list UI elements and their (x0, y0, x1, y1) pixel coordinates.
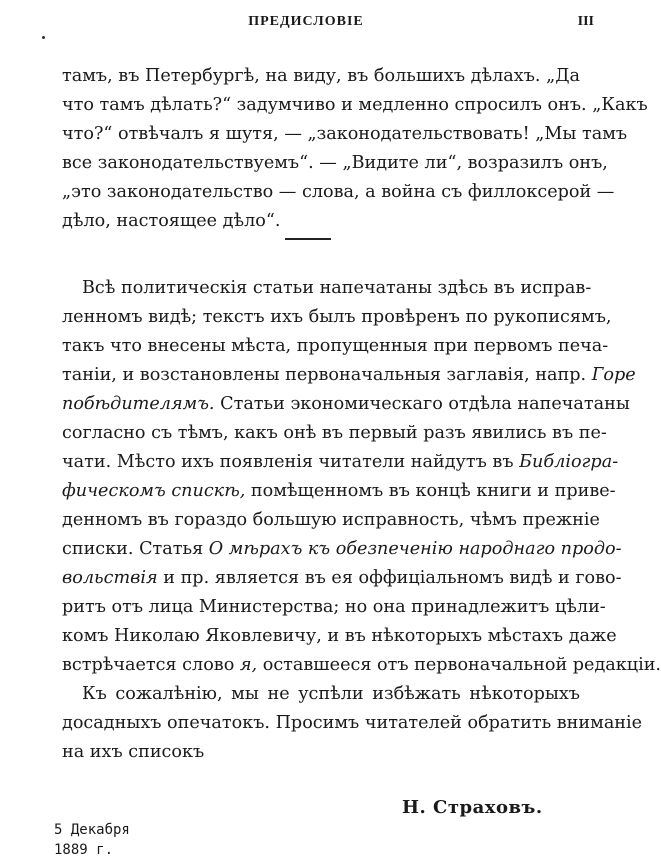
author-signature: Н. Страховъ. (402, 797, 543, 818)
text-line (62, 390, 630, 419)
text-line (62, 564, 622, 593)
text-line: досадныхъ опечатокъ. Просимъ читателей обратить вниманіе (62, 713, 643, 733)
text-line: Къ сожалѣнію, мы не успѣли избѣжать нѣкоторыхъ (82, 684, 580, 704)
italic-title: фическомъ спискѣ, (62, 481, 246, 501)
text-line: на ихъ списокъ (62, 742, 205, 762)
text-line: что тамъ дѣлать?“ задумчиво и медленно спросилъ онъ. „Какъ (62, 95, 648, 115)
running-head (0, 14, 612, 34)
paragraph-errata (62, 680, 643, 767)
italic-word: я, (239, 655, 258, 675)
text-span: встрѣчается слово (62, 655, 235, 675)
text-line: Всѣ политическія статьи напечатаны здѣсь въ исправ- (82, 278, 592, 298)
text-line: комъ Николаю Яковлевичу, и въ нѣкоторыхъ мѣстахъ даже (62, 626, 617, 646)
print-speck (42, 36, 45, 39)
text-span: таніи, и возстановлены первоначальныя заглавія, напр. (62, 365, 587, 385)
text-span: помѣщенномъ въ концѣ книги и приве- (250, 481, 616, 501)
text-line: согласно съ тѣмъ, какъ онѣ въ первый разъ явились въ пе- (62, 423, 607, 443)
text-span: Статьи экономическаго отдѣла напечатаны (220, 394, 630, 414)
italic-title: вольствія (62, 568, 158, 588)
italic-title: Библіогра- (519, 452, 619, 472)
text-line: денномъ въ гораздо большую исправность, чѣмъ прежніе (62, 510, 600, 530)
text-line: ленномъ видѣ; текстъ ихъ былъ провѣренъ по рукописямъ, (62, 307, 612, 327)
text-line (62, 361, 636, 390)
text-span: чати. Мѣсто ихъ появленія читатели найдутъ въ (62, 452, 514, 472)
running-title: ПРЕДИСЛОВІЕ (248, 14, 364, 29)
italic-title: Горе (591, 365, 636, 385)
section-divider (285, 238, 331, 240)
text-line: все законодательствуемъ“. — „Видите ли“, возразилъ онъ, (62, 153, 608, 173)
text-line: что?“ отвѣчалъ я шутя, — „законодательствовать! „Мы тамъ (62, 124, 628, 144)
text-line: тамъ, въ Петербургѣ, на виду, въ большихъ дѣлахъ. „Да (62, 66, 580, 86)
text-line (62, 535, 622, 564)
italic-title: побѣдителямъ. (62, 394, 215, 414)
text-span: оставшееся отъ первоначальной редакціи. (262, 655, 661, 675)
text-line: „это законодательство — слова, а война съ филлоксерой — (62, 182, 615, 202)
text-span: списки. Статья (62, 539, 204, 559)
paragraph-editorial-note (62, 274, 661, 680)
date-line-2: 1889 г. (54, 842, 114, 858)
date-line-1: 5 Декабря (54, 822, 130, 838)
text-line: ритъ отъ лица Министерства; но она принадлежитъ цѣли- (62, 597, 606, 617)
text-line (62, 448, 619, 477)
text-line (62, 477, 616, 506)
page-number: III (577, 14, 594, 29)
paragraph-continuation (62, 62, 648, 236)
text-line: дѣло, настоящее дѣло“. (62, 211, 281, 231)
text-line (62, 651, 661, 680)
italic-title: О мѣрахъ къ обезпеченію народнаго продо- (208, 539, 622, 559)
text-span: и пр. является въ ея оффиціальномъ видѣ и гово- (163, 568, 622, 588)
text-line: такъ что внесены мѣста, пропущенныя при первомъ печа- (62, 336, 609, 356)
